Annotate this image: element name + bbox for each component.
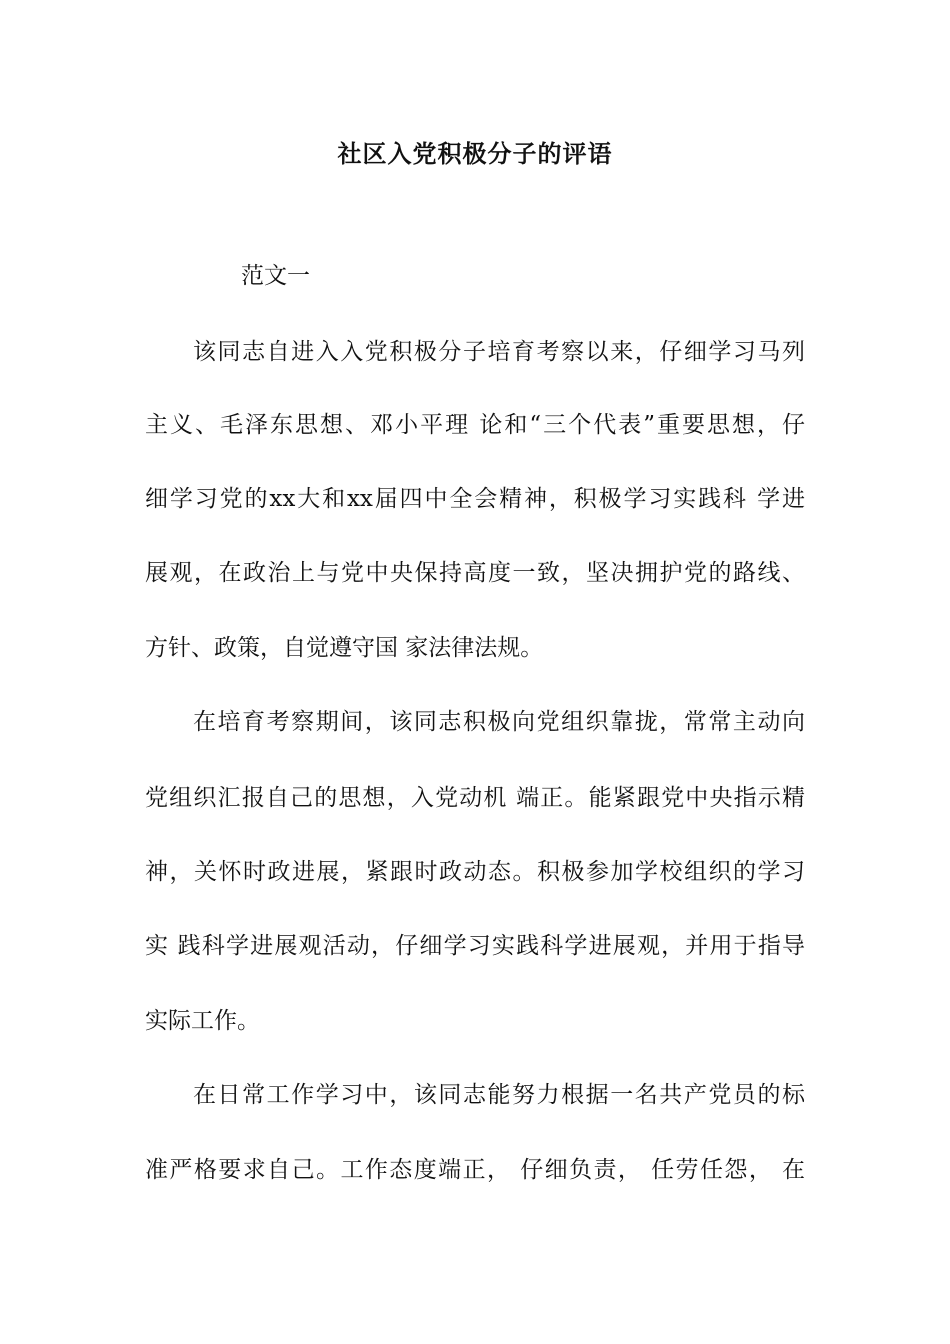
paragraph-2-line-2: 党组织汇报自己的思想，入党动机 端正。能紧跟党中央指示精 — [145, 785, 805, 811]
paragraph-1-line-1: 该同志自进入入党积极分子培育考察以来，仔细学习马列 — [193, 339, 805, 365]
paragraph-2-line-1: 在培育考察期间，该同志积极向党组织靠拢，常常主动向 — [193, 709, 805, 735]
document-title: 社区入党积极分子的评语 — [337, 139, 613, 168]
paragraph-3-line-1: 在日常工作学习中，该同志能努力根据一名共产党员的标 — [193, 1082, 805, 1108]
paragraph-1-line-5: 方针、政策，自觉遵守国 家法律法规。 — [145, 635, 544, 661]
paragraph-2-line-3: 神，关怀时政进展，紧跟时政动态。积极参加学校组织的学习 — [145, 859, 805, 885]
paragraph-3-line-2: 准严格要求自己。工作态度端正， 仔细负责， 任劳任怨， 在 — [145, 1157, 805, 1183]
paragraph-1-line-2: 主义、毛泽东思想、邓小平理 论和“三个代表”重要思想，仔 — [145, 412, 805, 438]
paragraph-2-line-4: 实 践科学进展观活动，仔细学习实践科学进展观，并用于指导 — [145, 933, 805, 959]
paragraph-2-line-5: 实际工作。 — [145, 1008, 260, 1034]
paragraph-1-line-4: 展观，在政治上与党中央保持高度一致，坚决拥护党的路线、 — [145, 560, 805, 586]
section-heading: 范文一 — [241, 263, 310, 289]
paragraph-1-line-3: 细学习党的xx大和xx届四中全会精神，积极学习实践科 学进 — [145, 486, 805, 512]
